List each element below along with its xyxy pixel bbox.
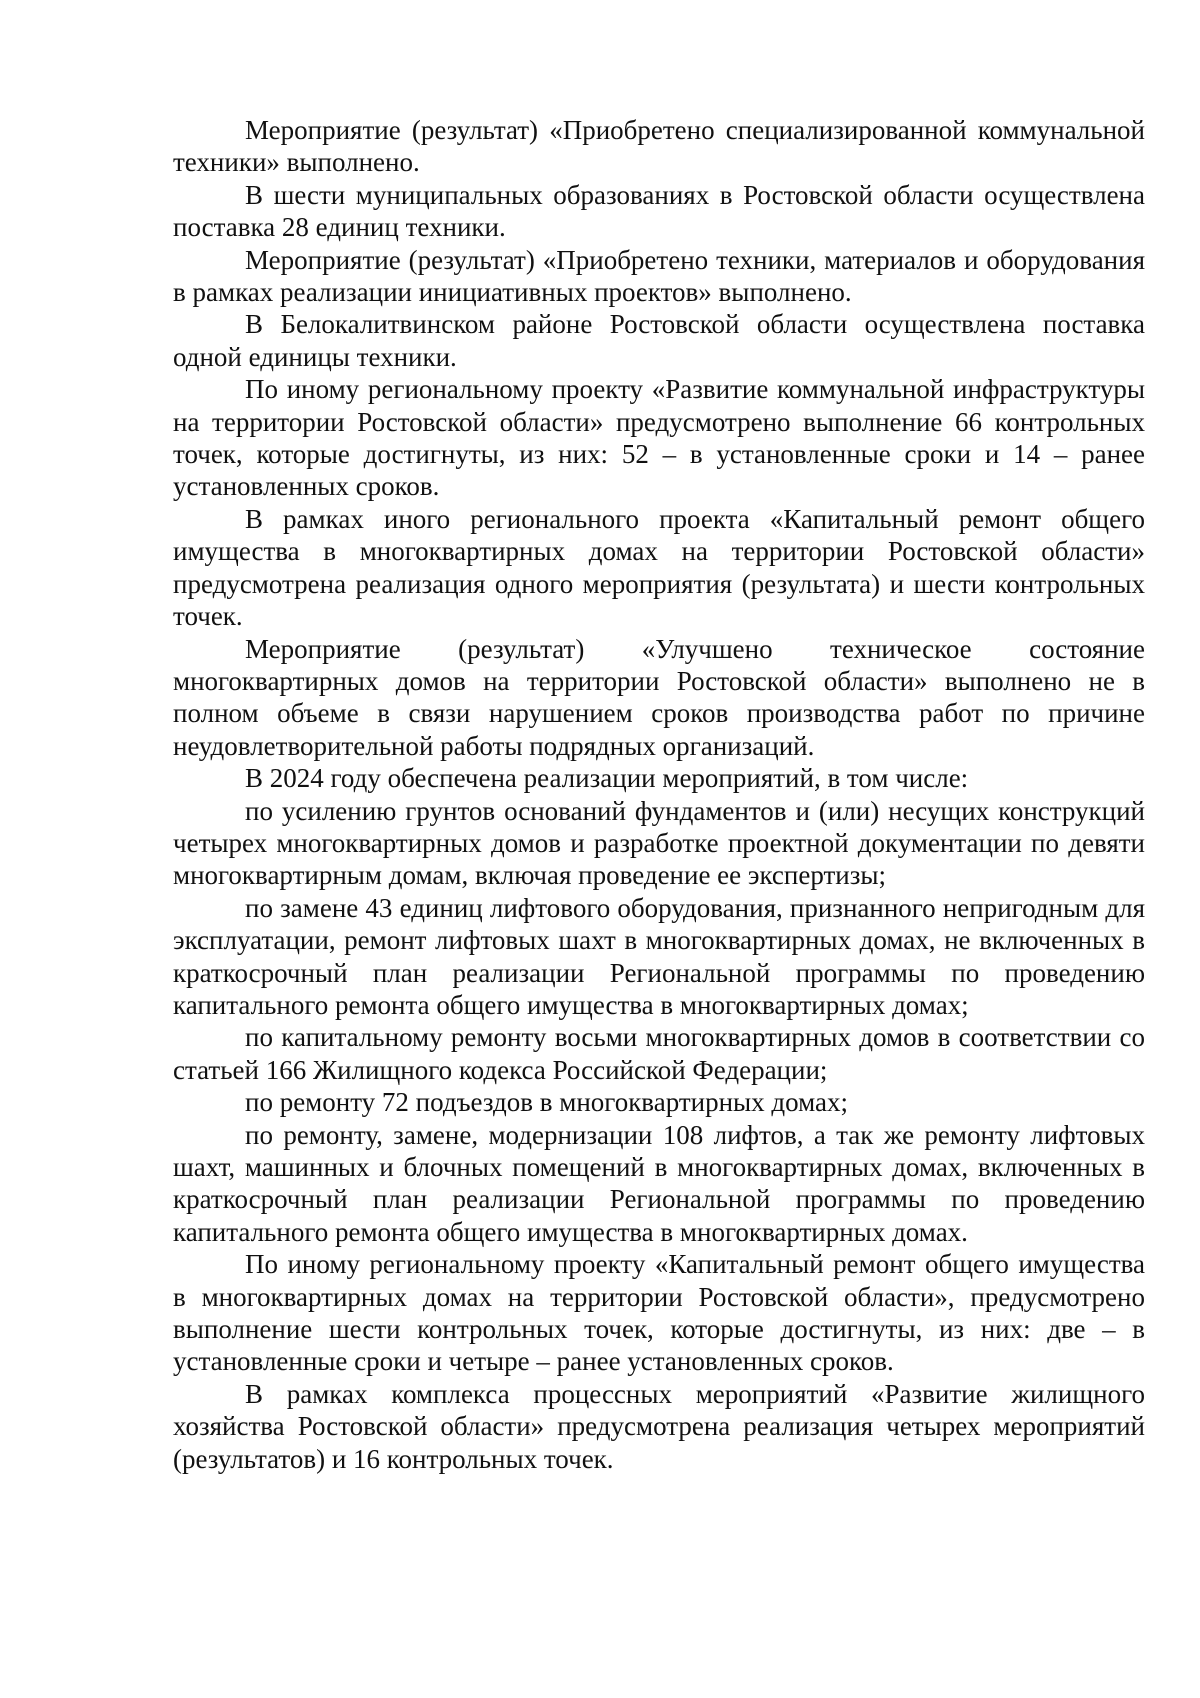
paragraph: По иному региональному проекту «Капитальный ремонт общего имущества в многоквартирных домах на территории Ростовской области», предусмотрено выполнение шести контрольных точек, которые достигнуты, из них: две – в установленные сроки и четыре – ранее установленных сроков. [173,1249,1145,1377]
paragraph: В шести муниципальных образованиях в Ростовской области осуществлена поставка 28 единиц техники. [173,179,1145,243]
list-item: по капитальному ремонту восьми многоквартирных домов в соответствии со статьей 166 Жилищного кодекса Российской Федерации; [173,1022,1145,1085]
paragraph: Мероприятие (результат) «Приобретено специализированной коммунальной техники» выполнено. [173,115,1145,178]
paragraph: В рамках комплекса процессных мероприятий «Развитие жилищного хозяйства Ростовской области» предусмотрена реализация четырех мероприятий (результатов) и 16 контрольных точек. [173,1378,1145,1474]
list-item: по ремонту, замене, модернизации 108 лифтов, а так же ремонту лифтовых шахт, машинных и блочных помещений в многоквартирных домах, включенных в краткосрочный план реализации Региональной программы по проведению капитального ремонта общего имущества в многоквартирных домах. [173,1119,1145,1247]
paragraph: Мероприятие (результат) «Улучшено техническое состояние многоквартирных домов на территории Ростовской области» выполнено не в полном объеме в связи нарушением сроков производства работ по причине неудовлетворительной работы подрядных организаций. [173,633,1145,761]
list-item: по усилению грунтов оснований фундаментов и (или) несущих конструкций четырех многоквартирных домов и разработке проектной документации по девяти многоквартирным домам, включая проведение ее экспертизы; [173,795,1145,891]
paragraph: По иному региональному проекту «Развитие коммунальной инфраструктуры на территории Ростовской области» предусмотрено выполнение 66 контрольных точек, которые достигнуты, из них: 52 – в установленные сроки и 14 – ранее установленных сроков. [173,374,1145,502]
paragraph: В Белокалитвинском районе Ростовской области осуществлена поставка одной единицы техники. [173,309,1145,372]
paragraph: Мероприятие (результат) «Приобретено техники, материалов и оборудования в рамках реализации инициативных проектов» выполнено. [173,244,1145,308]
list-item: по замене 43 единиц лифтового оборудования, признанного непригодным для эксплуатации, ремонт лифтовых шахт в многоквартирных домах, не включенных в краткосрочный план реализации Региональной программы по проведению капитального ремонта общего имущества в многоквартирных домах; [173,892,1145,1020]
paragraph: В 2024 году обеспечена реализации мероприятий, в том числе: [245,763,969,794]
paragraph: В рамках иного регионального проекта «Капитальный ремонт общего имущества в многоквартирных домах на территории Ростовской области» предусмотрена реализация одного мероприятия (результата) и шести контрольных точек. [173,503,1145,632]
document-body [173,114,1145,1475]
list-item: по ремонту 72 подъездов в многоквартирных домах; [245,1087,849,1118]
